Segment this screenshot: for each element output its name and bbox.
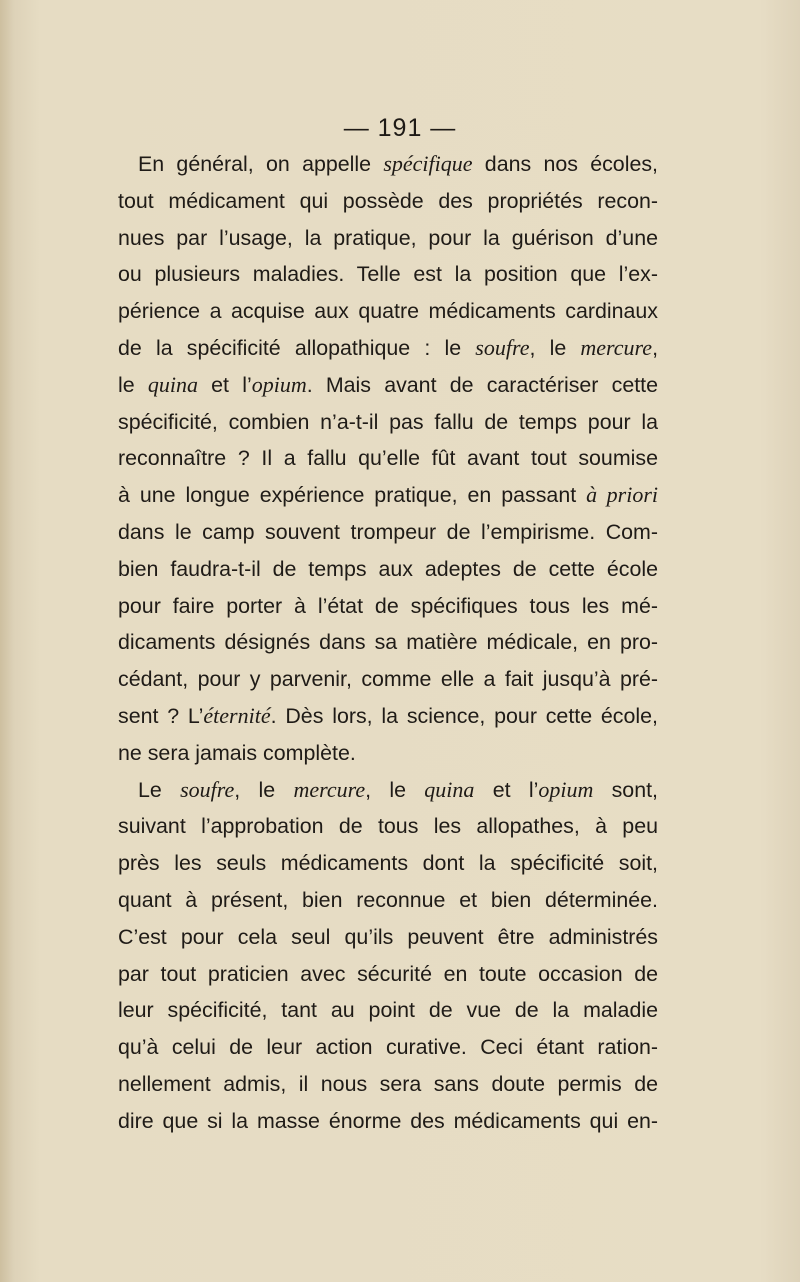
text-line: dicaments désignés dans sa matière médicale, en pro- — [118, 630, 658, 655]
body-text — [118, 146, 658, 1140]
italic-term: soufre — [475, 334, 530, 360]
italic-term: quina — [424, 776, 475, 802]
italic-term: spécifique — [383, 151, 473, 176]
text-line: En général, on appelle spécifique dans nos écoles, — [138, 151, 658, 176]
text-line: spécificité, combien n’a-t-il pas fallu de temps pour la — [118, 409, 658, 434]
italic-term: mercure — [293, 776, 366, 802]
text-line: de la spécificité allopathique : le soufre, le mercure, — [118, 334, 659, 360]
text-line: tout médicament qui possède des propriétés recon- — [118, 188, 658, 213]
text-line: ne sera jamais complète. — [118, 740, 356, 765]
text-line: périence a acquise aux quatre médicaments cardinaux — [118, 299, 658, 324]
text-line: près les seuls médicaments dont la spécificité soit, — [118, 851, 658, 876]
text-line: dans le camp souvent trompeur de l’empirisme. Com- — [118, 519, 658, 544]
text-line: cédant, pour y parvenir, comme elle a fait jusqu’à pré- — [118, 667, 658, 692]
text-line: suivant l’approbation de tous les allopathes, à peu — [118, 814, 658, 839]
text-line: ou plusieurs maladies. Telle est la position que l’ex- — [118, 262, 658, 287]
text-line: bien faudra-t-il de temps aux adeptes de cette école — [118, 556, 658, 581]
text-line: nellement admis, il nous sera sans doute permis de — [118, 1071, 658, 1096]
italic-term: éternité — [203, 702, 271, 728]
text-line: leur spécificité, tant au point de vue de la maladie — [118, 998, 658, 1023]
italic-term: opium — [251, 371, 307, 397]
italic-term: à priori — [586, 482, 658, 508]
text-line: nues par l’usage, la pratique, pour la guérison d’une — [118, 225, 658, 250]
text-line: C’est pour cela seul qu’ils peuvent être administrés — [118, 924, 658, 949]
text-line: à une longue expérience pratique, en passant à priori — [118, 482, 658, 508]
text-line: qu’à celui de leur action curative. Ceci étant ration- — [118, 1035, 658, 1060]
italic-term: quina — [147, 371, 198, 397]
text-line: quant à présent, bien reconnue et bien déterminée. — [118, 887, 658, 912]
italic-term: opium — [538, 776, 594, 802]
page-number: — 191 — — [343, 114, 457, 142]
text-line: par tout praticien avec sécurité en toute occasion de — [118, 961, 658, 986]
text-line: le quina et l’opium. Mais avant de caractériser cette — [118, 371, 658, 397]
italic-term: mercure — [580, 334, 653, 360]
text-line: reconnaître ? Il a fallu qu’elle fût avant tout soumise — [118, 446, 658, 471]
text-line: Le soufre, le mercure, le quina et l’opium sont, — [138, 776, 658, 802]
text-line: dire que si la masse énorme des médicaments qui en- — [118, 1108, 658, 1133]
italic-term: soufre — [180, 776, 235, 802]
text-line: pour faire porter à l’état de spécifiques tous les mé- — [118, 593, 658, 618]
text-line: sent ? L’éternité. Dès lors, la science, pour cette école, — [118, 702, 658, 728]
